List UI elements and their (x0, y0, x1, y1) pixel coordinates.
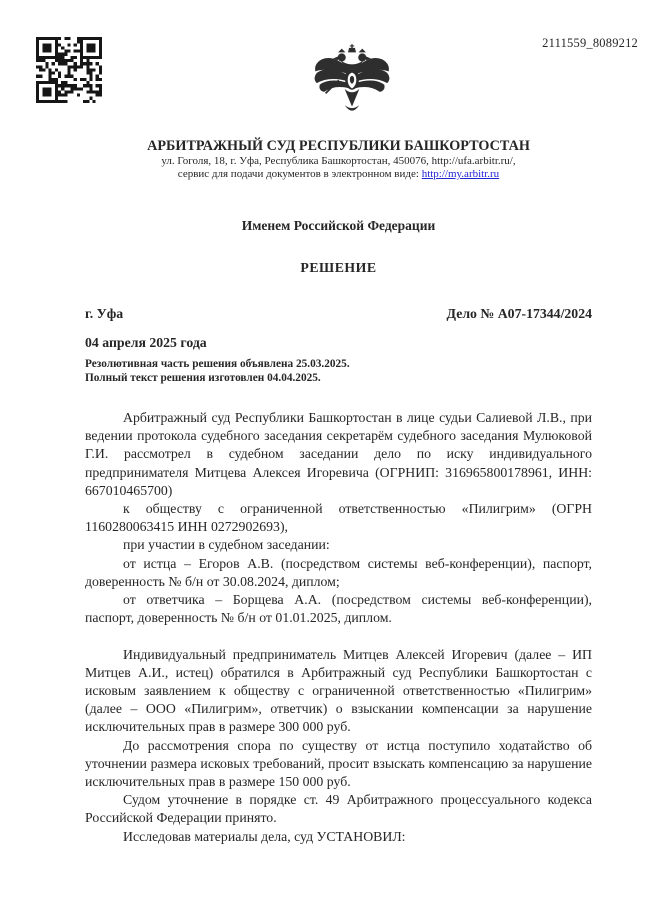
decision-date: 04 апреля 2025 года (85, 335, 207, 350)
case-row (85, 305, 592, 322)
document-content (85, 138, 592, 846)
decision-body (85, 409, 592, 846)
body-paragraph: от ответчика – Борщева А.А. (посредством системы веб-конференции), паспорт, доверенность № б/н от 01.01.2025, диплом. (85, 592, 592, 626)
body-paragraph: Судом уточнение в порядке ст. 49 Арбитражного процессуального кодекса Российской Федерации принято. (85, 792, 592, 826)
in-the-name-title: Именем Российской Федерации (241, 218, 436, 233)
qr-code-icon (35, 37, 103, 103)
court-address: ул. Гоголя, 18, г. Уфа, Республика Башкортостан, 450076, http://ufa.arbitr.ru/, (161, 155, 516, 167)
resolutive-part-line: Резолютивная часть решения объявлена 25.03.2025. (85, 358, 350, 370)
coat-of-arms-icon (308, 42, 396, 136)
body-paragraph: Индивидуальный предприниматель Митцев Алексей Игоревич (далее – ИП Митцев А.И., истец) обратился в Арбитражный суд Республики Башкортостан с исковым заявлением к обществу с ограниченной ответственностью «Пилигрим» (далее – ООО «Пилигрим», ответчик) о взыскании компенсации за нарушение исключительных прав в размере 300 000 руб. (85, 646, 592, 735)
full-text-line: Полный текст решения изготовлен 04.04.2025. (85, 371, 321, 384)
body-paragraph: при участии в судебном заседании: (123, 537, 330, 553)
body-paragraph: к обществу с ограниченной ответственностью «Пилигрим» (ОГРН 1160280063415 ИНН 0272902693), (85, 501, 592, 535)
body-paragraph: До рассмотрения спора по существу от истца поступило ходатайство об уточнении размера исковых требований, просит взыскать компенсацию за нарушение исключительных прав в размере 150 000 руб. (85, 737, 592, 790)
service-line (85, 168, 592, 181)
court-name: АРБИТРАЖНЫЙ СУД РЕСПУБЛИКИ БАШКОРТОСТАН (147, 138, 530, 154)
decision-title: РЕШЕНИЕ (300, 260, 377, 275)
city-label: г. Уфа (85, 306, 124, 321)
body-paragraph: Исследовав материалы дела, суд УСТАНОВИЛ: (123, 828, 406, 844)
body-paragraph: Арбитражный суд Республики Башкортостан в лице судьи Салиевой Л.В., при ведении протокола судебного заседания секретарём судебного заседания Мулюковой Г.И. рассмотрел в судебном заседании дело по иску индивидуального предпринимателя Митцева Алексея Игоревича (ОГРНИП: 316965800178961, ИНН: 667010465700) (85, 410, 592, 498)
body-paragraph: от истца – Егоров А.В. (посредством системы веб-конференции), паспорт, доверенность № б/н от 30.08.2024, диплом; (85, 555, 592, 589)
document-number: 2111559_8089212 (542, 36, 638, 50)
service-text: сервис для подачи документов в электронном виде: (177, 168, 422, 180)
case-number: Дело № А07-17344/2024 (446, 306, 592, 321)
service-portal-link[interactable]: http://my.arbitr.ru (421, 168, 500, 180)
